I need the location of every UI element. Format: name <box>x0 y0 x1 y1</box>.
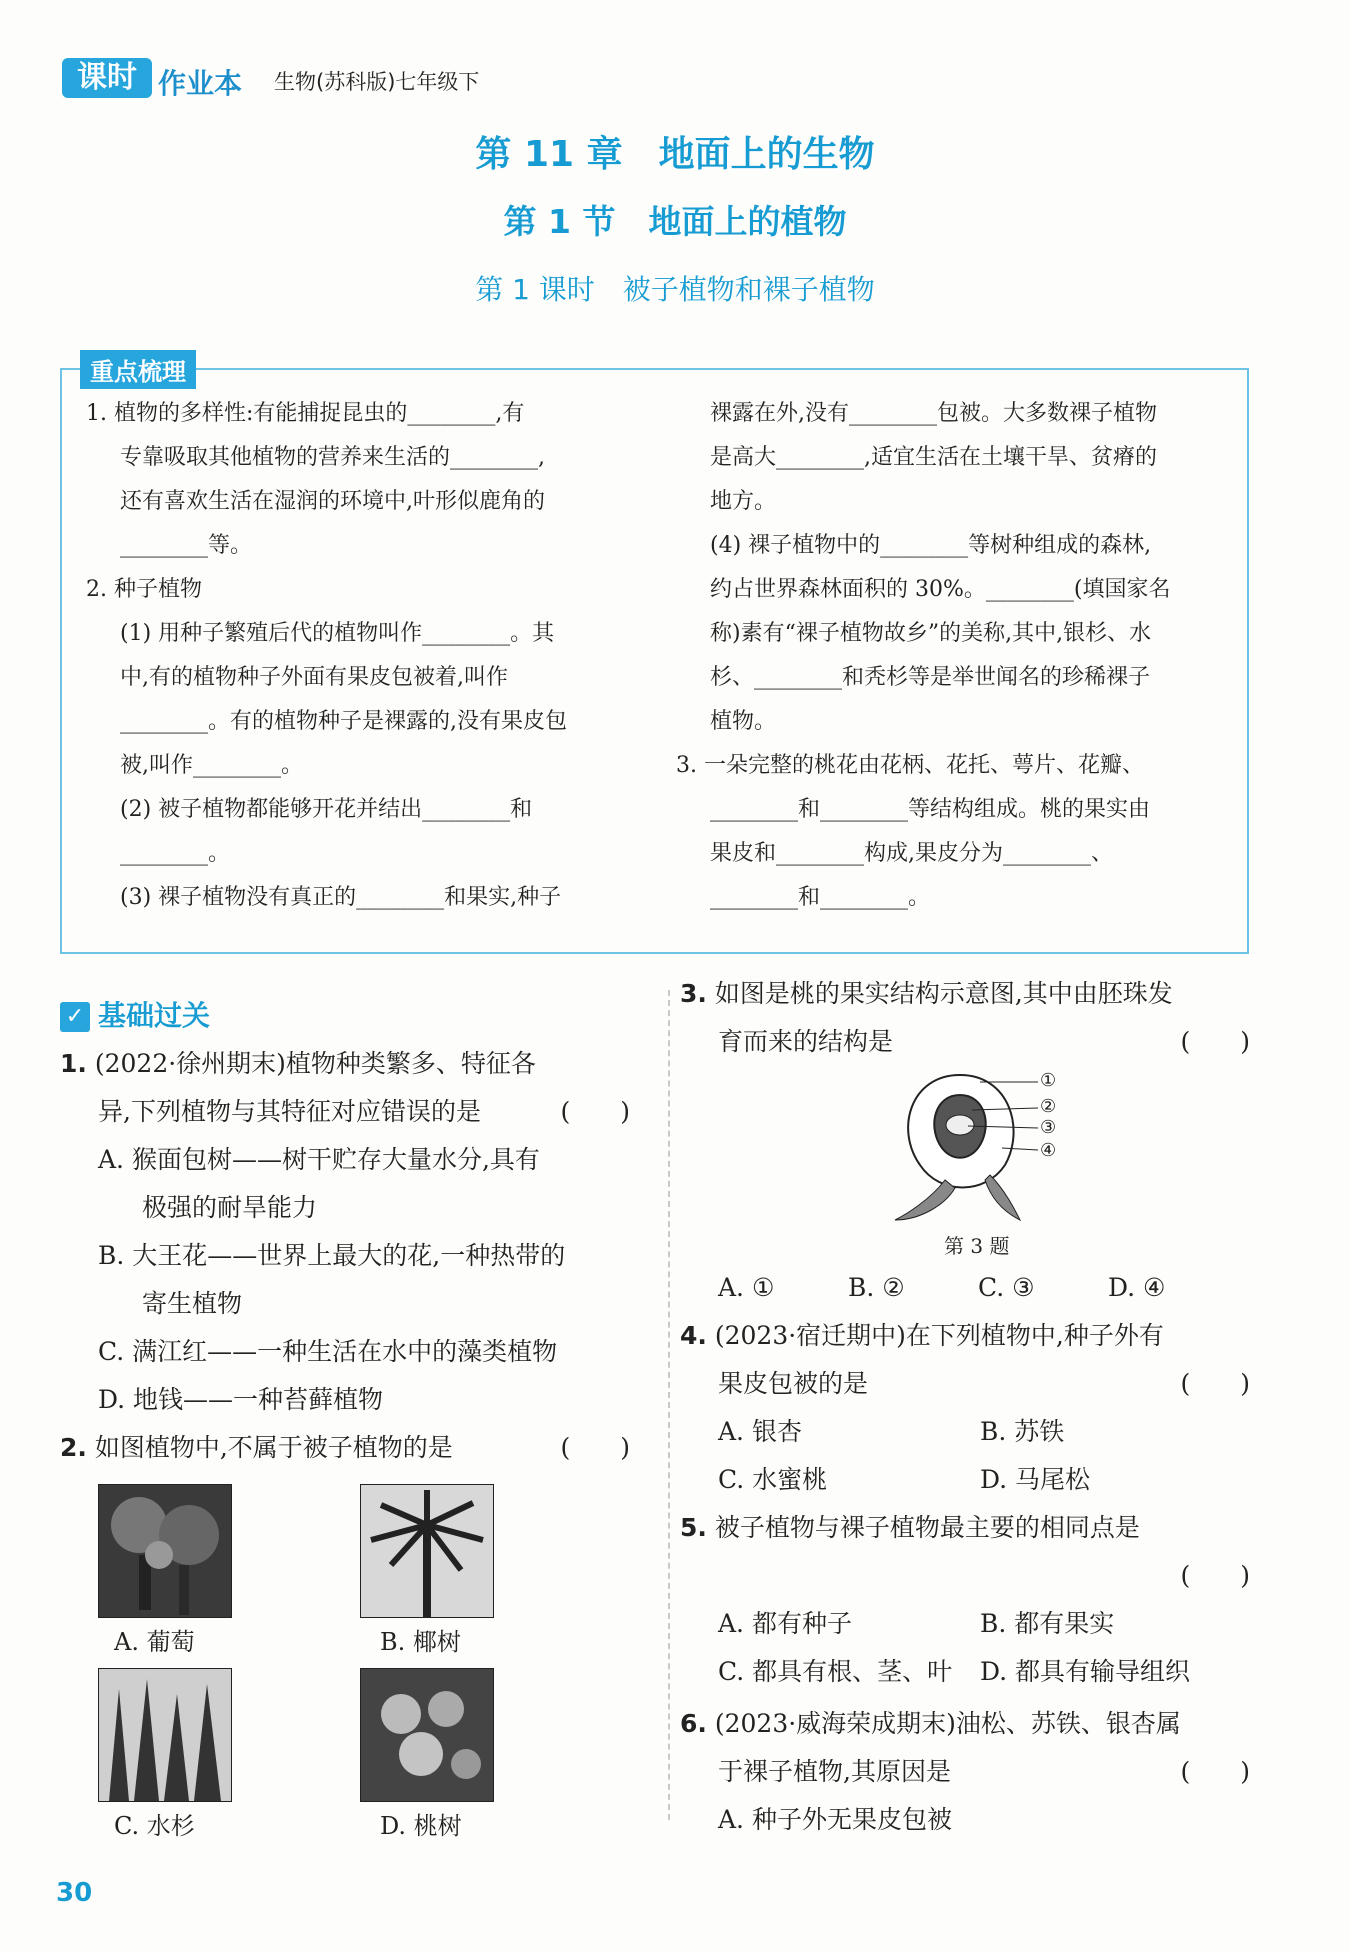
kp-left-line: 2. 种子植物 <box>86 577 202 602</box>
photo-caption-b: B. 椰树 <box>380 1628 461 1656</box>
answer-paren[interactable]: ( ) <box>560 1433 630 1462</box>
photo-caption-d: D. 桃树 <box>380 1812 462 1840</box>
question-text: 被子植物与裸子植物最主要的相同点是 <box>714 1513 1140 1542</box>
question-6 <box>680 1700 1250 1844</box>
option-d[interactable]: D. 地钱——一种苔藓植物 <box>98 1385 384 1414</box>
answer-paren[interactable]: ( ) <box>1180 1757 1250 1786</box>
option-b[interactable]: B. 大王花——世界上最大的花,一种热带的 <box>98 1241 566 1270</box>
lesson-title: 第 1 课时 被子植物和裸子植物 <box>475 273 875 306</box>
kp-right-line: (4) 裸子植物中的________等树种组成的森林, <box>710 533 1152 558</box>
answer-paren[interactable]: ( ) <box>1180 1561 1250 1590</box>
question-3 <box>680 970 1250 1066</box>
question-5 <box>680 1504 1250 1696</box>
kp-right-line: 约占世界森林面积的 30%。________(填国家名 <box>710 577 1171 602</box>
diagram-label-1: ① <box>1040 1070 1057 1091</box>
practice-tag <box>60 994 210 1034</box>
question-number: 2. <box>60 1433 87 1462</box>
question-1 <box>60 1040 630 1424</box>
kp-right-line: ________和________等结构组成。桃的果实由 <box>710 797 1151 822</box>
kp-left-line: ________。有的植物种子是裸露的,没有果皮包 <box>120 709 567 734</box>
kp-left-line: 被,叫作________。 <box>120 753 303 778</box>
kp-right-line: 地方。 <box>710 489 777 514</box>
kp-left-line: (3) 裸子植物没有真正的________和果实,种子 <box>120 885 562 910</box>
option-c[interactable]: C. ③ <box>978 1273 1035 1302</box>
kp-left-line: 中,有的植物种子外面有果皮包被着,叫作 <box>120 665 508 690</box>
kp-right-line: 3. 一朵完整的桃花由花柄、花托、萼片、花瓣、 <box>676 753 1144 778</box>
question-text: (2022·徐州期末)植物种类繁多、特征各 <box>94 1049 536 1078</box>
option-c[interactable]: C. 都具有根、茎、叶 <box>718 1657 953 1686</box>
question-number: 5. <box>680 1513 707 1542</box>
question-number: 1. <box>60 1049 87 1078</box>
kp-left-line: 还有喜欢生活在湿润的环境中,叶形似鹿角的 <box>120 489 545 514</box>
coconut-palm-photo <box>360 1484 494 1618</box>
answer-paren[interactable]: ( ) <box>1180 1369 1250 1398</box>
option-d[interactable]: D. 马尾松 <box>980 1465 1091 1494</box>
photo-caption-c: C. 水杉 <box>114 1812 195 1840</box>
kp-right-line: 称)素有“裸子植物故乡”的美称,其中,银杉、水 <box>710 621 1152 646</box>
section-title: 第 1 节 地面上的植物 <box>503 202 847 241</box>
option-b[interactable]: B. 苏铁 <box>980 1417 1065 1446</box>
answer-paren[interactable]: ( ) <box>560 1097 630 1126</box>
question-number: 3. <box>680 979 707 1008</box>
column-divider <box>668 990 670 1820</box>
subject-title: 生物(苏科版)七年级下 <box>274 70 480 94</box>
question-text: 果皮包被的是 <box>718 1369 869 1398</box>
kp-left-line: ________。 <box>120 841 231 866</box>
answer-paren[interactable]: ( ) <box>1180 1027 1250 1056</box>
kp-right-line: 杉、________和秃杉等是举世闻名的珍稀裸子 <box>710 665 1151 690</box>
checkbox-icon: ✓ <box>60 1002 90 1032</box>
option-a[interactable]: A. 都有种子 <box>718 1609 852 1638</box>
kp-right-line: 是高大________,适宜生活在土壤干旱、贫瘠的 <box>710 445 1157 470</box>
question-text: 如图植物中,不属于被子植物的是 <box>94 1433 453 1462</box>
option-a[interactable]: A. 种子外无果皮包被 <box>718 1805 952 1834</box>
question-text: 于裸子植物,其原因是 <box>718 1757 951 1786</box>
question-text: (2023·威海荣成期末)油松、苏铁、银杏属 <box>714 1709 1181 1738</box>
key-points-left-column <box>86 392 632 920</box>
grape-photo <box>98 1484 232 1618</box>
question-text: 育而来的结构是 <box>718 1027 894 1056</box>
diagram-label-2: ② <box>1040 1096 1057 1117</box>
option-c[interactable]: C. 满江红——一种生活在水中的藻类植物 <box>98 1337 558 1366</box>
option-b[interactable]: B. 都有果实 <box>980 1609 1115 1638</box>
brand-logo: 课时 <box>62 58 152 98</box>
kp-right-line: 裸露在外,没有________包被。大多数裸子植物 <box>710 401 1157 426</box>
option-b-cont: 寄生植物 <box>142 1289 243 1318</box>
photo-caption-a: A. 葡萄 <box>114 1628 195 1656</box>
option-a[interactable]: A. 银杏 <box>718 1417 802 1446</box>
question-4 <box>680 1312 1250 1504</box>
peach-tree-photo <box>360 1668 494 1802</box>
question-2 <box>60 1424 630 1472</box>
figure-caption: 第 3 题 <box>944 1234 1010 1258</box>
option-d[interactable]: D. ④ <box>1108 1273 1166 1302</box>
kp-right-line: 植物。 <box>710 709 777 734</box>
kp-left-line: 1. 植物的多样性:有能捕捉昆虫的________,有 <box>86 401 525 426</box>
option-a[interactable]: A. ① <box>718 1273 775 1302</box>
chapter-title: 第 11 章 地面上的生物 <box>475 134 875 175</box>
question-number: 4. <box>680 1321 707 1350</box>
kp-right-line: 果皮和________构成,果皮分为________、 <box>710 841 1113 866</box>
kp-left-line: ________等。 <box>120 533 253 558</box>
option-b[interactable]: B. ② <box>848 1273 905 1302</box>
brand-name: 作业本 <box>158 67 243 100</box>
key-points-tag: 重点梳理 <box>80 350 196 389</box>
kp-right-line: ________和________。 <box>710 885 931 910</box>
option-a-cont: 极强的耐旱能力 <box>142 1193 318 1222</box>
kp-left-line: (1) 用种子繁殖后代的植物叫作________。其 <box>120 621 555 646</box>
key-points-right-column <box>676 392 1228 920</box>
question-text: 异,下列植物与其特征对应错误的是 <box>98 1097 481 1126</box>
question-number: 6. <box>680 1709 707 1738</box>
kp-left-line: (2) 被子植物都能够开花并结出________和 <box>120 797 533 822</box>
option-d[interactable]: D. 都具有输导组织 <box>980 1657 1191 1686</box>
diagram-label-4: ④ <box>1040 1140 1057 1161</box>
diagram-label-3: ③ <box>1040 1117 1057 1138</box>
option-c[interactable]: C. 水蜜桃 <box>718 1465 828 1494</box>
question-text: 如图是桃的果实结构示意图,其中由胚珠发 <box>714 979 1173 1008</box>
question-3-options <box>718 1264 1258 1312</box>
question-text: (2023·宿迁期中)在下列植物中,种子外有 <box>714 1321 1164 1350</box>
metasequoia-photo <box>98 1668 232 1802</box>
option-a[interactable]: A. 猴面包树——树干贮存大量水分,具有 <box>98 1145 540 1174</box>
kp-left-line: 专靠吸取其他植物的营养来生活的________, <box>120 445 545 470</box>
peach-fruit-diagram <box>890 1070 1090 1230</box>
practice-tag-label: 基础过关 <box>98 999 211 1032</box>
page-number: 30 <box>56 1878 93 1908</box>
